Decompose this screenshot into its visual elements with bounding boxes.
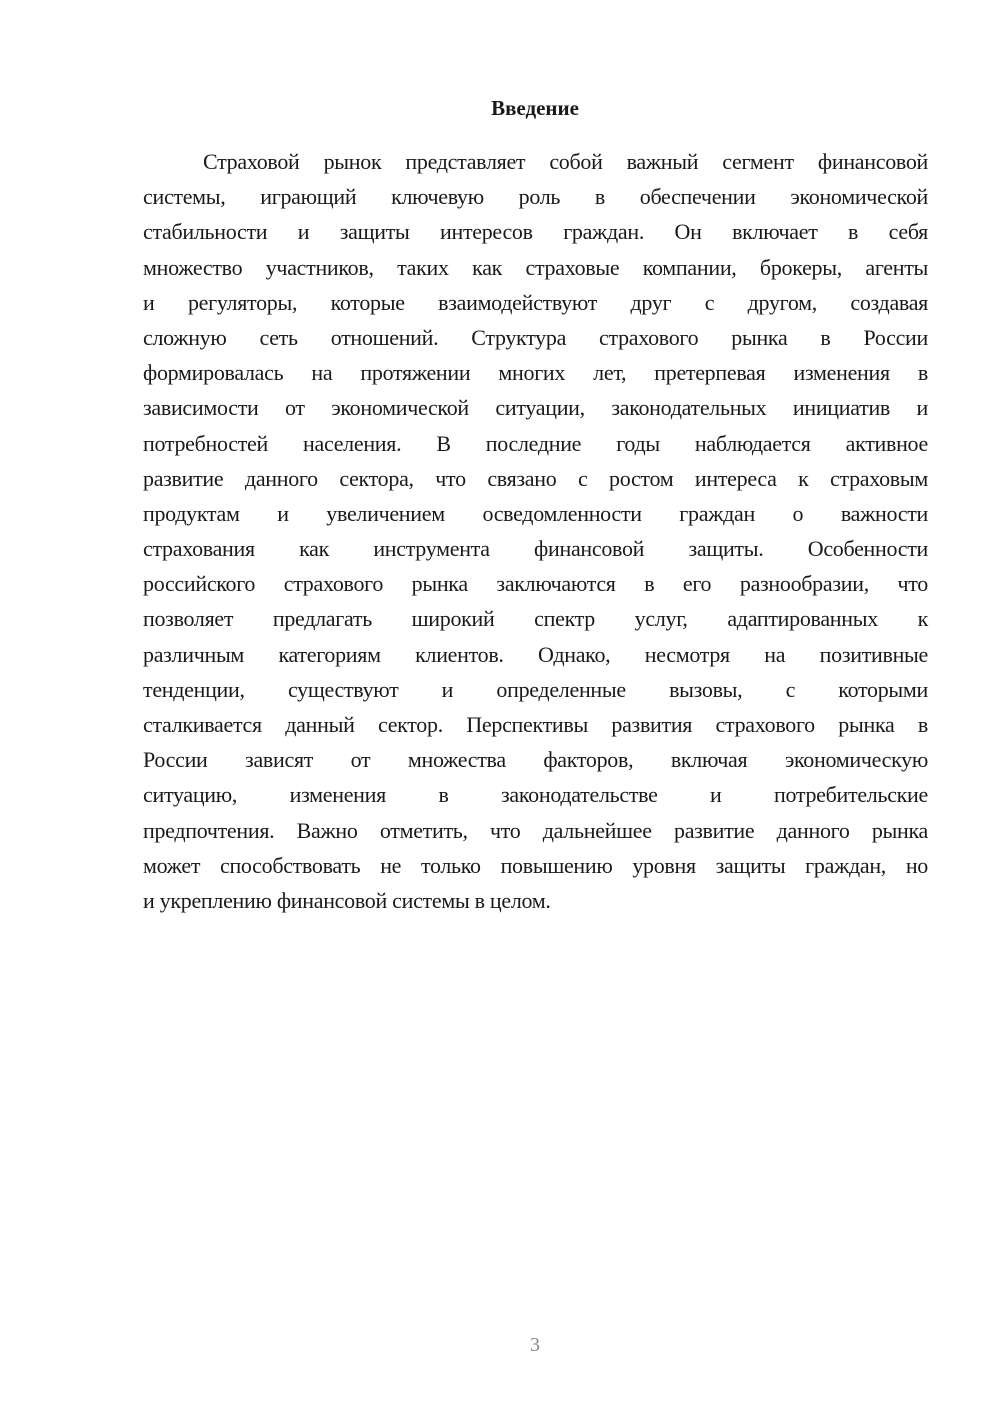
paragraph-line: ситуацию, изменения в законодательстве и потребительские <box>143 782 928 808</box>
section-title: Введение <box>491 96 579 120</box>
paragraph-line: сталкивается данный сектор. Перспективы развития страхового рынка в <box>143 712 928 737</box>
paragraph-line: продуктам и увеличением осведомленности граждан о важности <box>143 500 928 526</box>
paragraph-line: различным категориям клиентов. Однако, несмотря на позитивные <box>143 641 928 667</box>
paragraph-line: страхования как инструмента финансовой защиты. Особенности <box>143 536 928 562</box>
paragraph-line: и укреплению финансовой системы в целом. <box>143 887 551 913</box>
paragraph <box>143 144 928 918</box>
paragraph-line: стабильности и защиты интересов граждан. Он включает в себя <box>143 219 928 245</box>
paragraph-line: формировалась на протяжении многих лет, претерпевая изменения в <box>143 360 928 386</box>
paragraph-line: и регуляторы, которые взаимодействуют друг с другом, создавая <box>143 289 928 315</box>
paragraph-line: Страховой рынок представляет собой важный сегмент финансовой <box>203 149 928 174</box>
paragraph-line: множество участников, таких как страховые компании, брокеры, агенты <box>143 254 928 280</box>
paragraph-line: тенденции, существуют и определенные вызовы, с которыми <box>143 676 928 702</box>
paragraph-line: позволяет предлагать широкий спектр услуг, адаптированных к <box>143 606 928 632</box>
paragraph-line: российского страхового рынка заключаются в его разнообразии, что <box>143 571 928 597</box>
paragraph-line: может способствовать не только повышению уровня защиты граждан, но <box>143 852 928 878</box>
paragraph-line: потребностей населения. В последние годы наблюдается активное <box>143 430 928 456</box>
paragraph-line: зависимости от экономической ситуации, законодательных инициатив и <box>143 395 928 421</box>
page-number: 3 <box>530 1334 540 1356</box>
paragraph-line: предпочтения. Важно отметить, что дальнейшее развитие данного рынка <box>143 817 928 843</box>
paragraph-line: развитие данного сектора, что связано с ростом интереса к страховым <box>143 465 928 491</box>
paragraph-line: России зависят от множества факторов, включая экономическую <box>143 747 928 773</box>
paragraph-line: системы, играющий ключевую роль в обеспечении экономической <box>143 184 928 210</box>
paragraph-line: сложную сеть отношений. Структура страхового рынка в России <box>143 324 928 350</box>
